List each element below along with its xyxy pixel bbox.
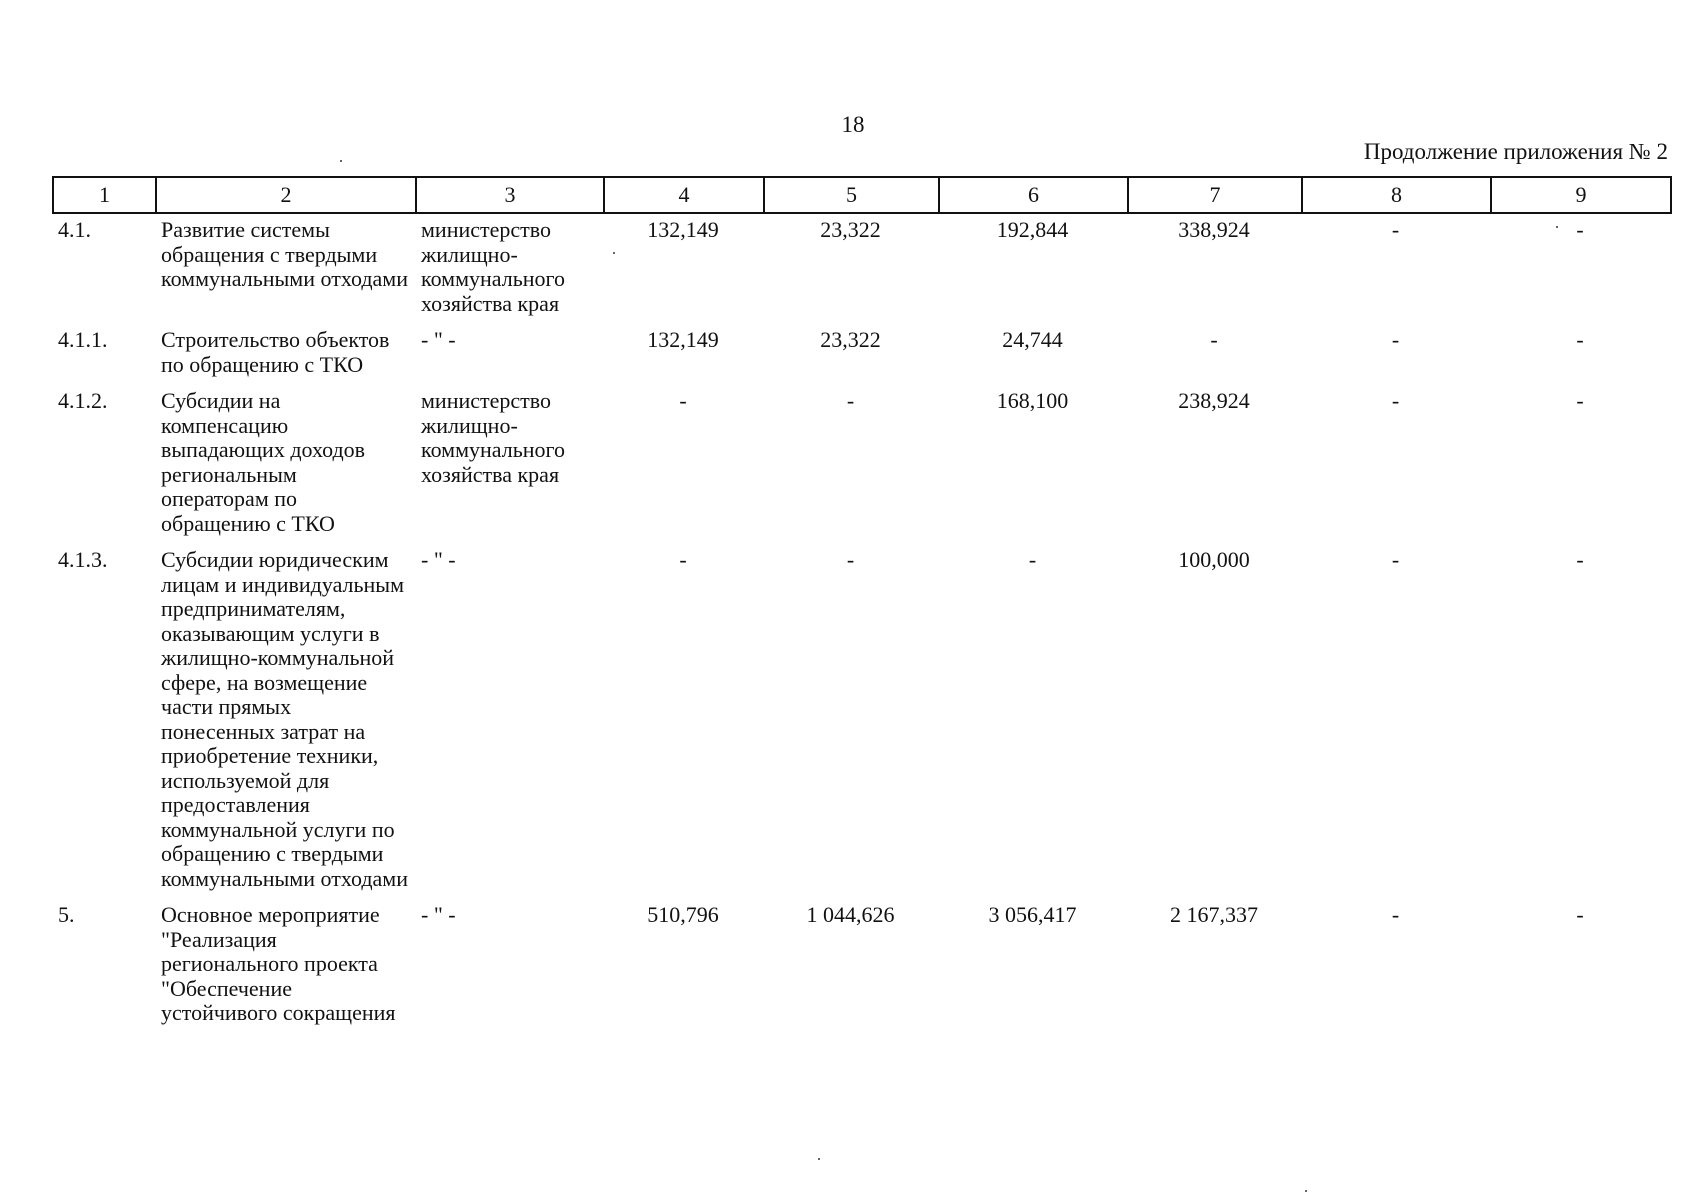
row-value-col4: 132,149 (647, 217, 719, 242)
row-value-col6: 3 056,417 (988, 902, 1077, 927)
row-value-col8: - (1391, 217, 1400, 242)
program-table (52, 216, 1670, 1036)
row-value-col9: - (1576, 327, 1584, 352)
scan-speck (613, 252, 615, 254)
row-value-col9: - (1576, 388, 1584, 413)
row-value-col7: 338,924 (1178, 217, 1250, 242)
row-name: Субсидии юридическим лицам и индивидуальным предпринимателям, оказывающим услуги в жилищно-коммунальной сфере, на возмещение части прямых понесенных затрат на приобретение техники, используемой для предоставления коммунальной услуги по обращению с твердыми коммунальными отходами (161, 547, 408, 891)
row-value-col5: 23,322 (820, 327, 881, 352)
row-value-col6: 168,100 (996, 388, 1069, 413)
table-row (52, 387, 1670, 546)
column-number-header (52, 176, 1672, 214)
table-row (52, 326, 1670, 387)
row-executor: - " - (421, 547, 456, 572)
row-code: 4.1.1. (58, 327, 108, 352)
header-cell-8: 8 (1302, 177, 1491, 213)
row-value-col5: 1 044,626 (806, 902, 895, 927)
row-value-col5: - (846, 388, 855, 413)
row-value-col8: - (1391, 902, 1400, 927)
page-number: 18 (841, 112, 865, 137)
row-name: Строительство объектов по обращению с ТКО (161, 327, 390, 377)
scan-speck (340, 160, 342, 162)
row-value-col4: 132,149 (647, 327, 719, 352)
row-code: 5. (58, 902, 75, 927)
row-value-col9: - (1576, 217, 1584, 242)
row-value-col5: 23,322 (820, 217, 881, 242)
row-executor: - " - (421, 327, 456, 352)
row-executor: министерство жилищно-коммунального хозяйства края (421, 217, 565, 316)
header-cell-7: 7 (1128, 177, 1302, 213)
table-row (52, 901, 1670, 1036)
row-name: Основное мероприятие "Реализация регионального проекта "Обеспечение устойчивого сокращения (161, 902, 396, 1025)
header-cell-3: 3 (416, 177, 604, 213)
row-value-col5: - (846, 547, 855, 572)
row-value-col8: - (1391, 547, 1400, 572)
row-code: 4.1. (58, 217, 91, 242)
row-executor: - " - (421, 902, 456, 927)
row-value-col9: - (1576, 547, 1584, 572)
row-value-col4: 510,796 (647, 902, 719, 927)
header-cell-6: 6 (939, 177, 1128, 213)
row-name: Субсидии на компенсацию выпадающих доходов региональным операторам по обращению с ТКО (161, 388, 366, 536)
row-value-col7: 238,924 (1178, 388, 1250, 413)
row-value-col8: - (1391, 327, 1400, 352)
scan-speck (818, 1158, 820, 1160)
row-value-col7: 2 167,337 (1170, 902, 1258, 927)
table-row (52, 546, 1670, 901)
header-cell-2: 2 (156, 177, 416, 213)
row-value-col8: - (1391, 388, 1400, 413)
row-value-col6: - (1028, 547, 1037, 572)
scan-speck (1556, 226, 1558, 228)
row-value-col4: - (679, 547, 687, 572)
header-cell-4: 4 (604, 177, 764, 213)
row-value-col4: - (679, 388, 687, 413)
header-row (53, 177, 1671, 213)
header-cell-1: 1 (53, 177, 156, 213)
row-value-col7: 100,000 (1178, 547, 1250, 572)
row-code: 4.1.3. (58, 547, 108, 572)
row-value-col7: - (1210, 327, 1218, 352)
row-executor: министерство жилищно-коммунального хозяйства края (421, 388, 565, 487)
row-value-col6: 24,744 (1002, 327, 1063, 352)
row-name: Развитие системы обращения с твердыми коммунальными отходами (161, 217, 408, 291)
appendix-caption: Продолжение приложения № 2 (1363, 139, 1668, 164)
scan-speck (1305, 1190, 1307, 1192)
row-value-col6: 192,844 (996, 217, 1069, 242)
row-code: 4.1.2. (58, 388, 108, 413)
table-row (52, 216, 1670, 326)
row-value-col9: - (1576, 902, 1584, 927)
header-cell-9: 9 (1491, 177, 1671, 213)
header-cell-5: 5 (764, 177, 939, 213)
